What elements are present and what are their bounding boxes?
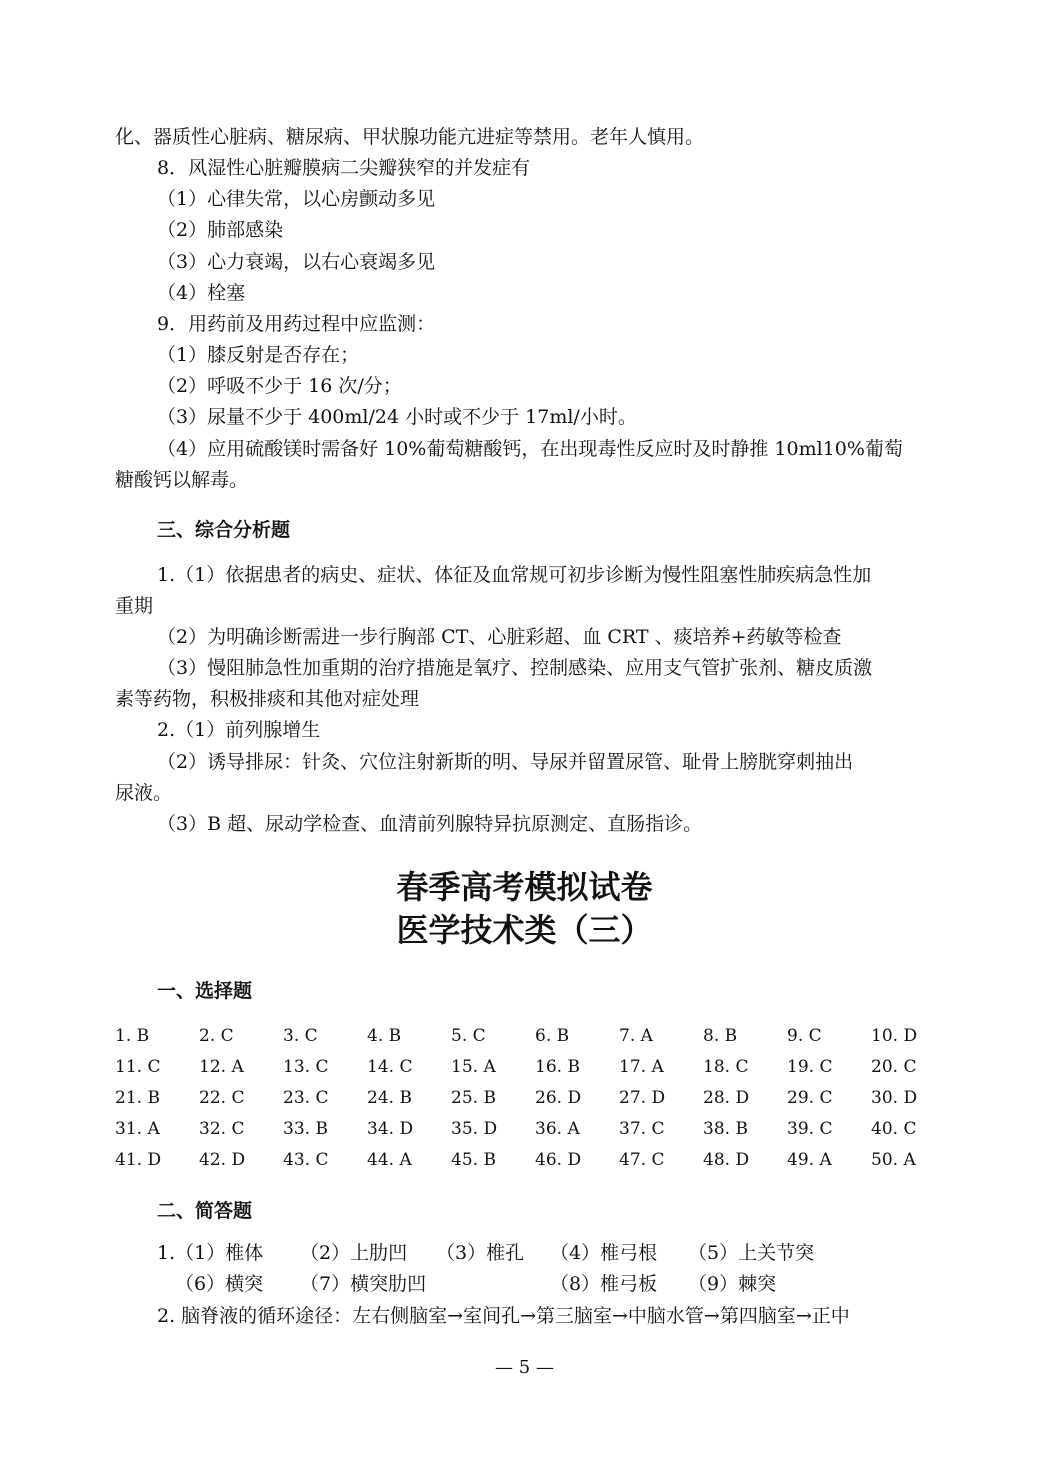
answer-item: （7）横突肋凹 [300,1273,427,1295]
exam-subtitle: 医学技术类（三） [396,911,653,949]
section-heading: 一、选择题 [157,980,253,1002]
text-line: （4）应用硫酸镁时需备好 10%葡萄糖酸钙，在出现毒性反应时及时静推 10ml10%葡萄 [157,438,903,460]
answer-key-item: 11. C [115,1057,161,1077]
answer-key-item: 21. B [115,1088,160,1108]
answer-key-item: 22. C [199,1088,245,1108]
answer-key-item: 4. B [367,1026,402,1046]
answer-item: （2）上肋凹 [300,1242,408,1264]
answer-key-item: 25. B [451,1088,496,1108]
answer-key-item: 39. C [787,1119,833,1139]
answer-key-item: 19. C [787,1057,833,1077]
answer-key-item: 37. C [619,1119,665,1139]
answer-key-item: 38. B [703,1119,748,1139]
text-line: 2.（1）前列腺增生 [157,719,321,741]
text-line: 化、器质性心脏病、糖尿病、甲状腺功能亢进症等禁用。老年人慎用。 [115,126,705,148]
text-line: 素等药物，积极排痰和其他对症处理 [115,688,420,710]
text-line: （2）为明确诊断需进一步行胸部 CT、心脏彩超、血 CRT 、痰培养+药敏等检查 [157,626,842,648]
answer-key-item: 2. C [199,1026,234,1046]
answer-key-item: 20. C [871,1057,917,1077]
answer-key-item: 32. C [199,1119,245,1139]
section-heading: 三、综合分析题 [157,519,291,541]
answer-key-item: 48. D [703,1150,750,1170]
text-line: 2. 脑脊液的循环途径：左右侧脑室→室间孔→第三脑室→中脑水管→第四脑室→正中 [157,1305,850,1327]
answer-key-item: 7. A [619,1026,653,1046]
text-line: 重期 [115,595,154,617]
answer-key-item: 24. B [367,1088,412,1108]
answer-item: （8）椎弓板 [550,1273,658,1295]
answer-key-item: 17. A [619,1057,664,1077]
answer-item: （3）椎孔 [436,1242,525,1264]
text-line: （1）心律失常，以心房颤动多见 [157,188,436,210]
answer-key-item: 14. C [367,1057,413,1077]
answer-key-item: 28. D [703,1088,750,1108]
answer-item: （5）上关节突 [688,1242,815,1264]
answer-key-item: 30. D [871,1088,918,1108]
text-line: 8．风湿性心脏瓣膜病二尖瓣狭窄的并发症有 [157,157,531,179]
answer-key-item: 5. C [451,1026,486,1046]
answer-key-item: 46. D [535,1150,582,1170]
text-line: （3）心力衰竭，以右心衰竭多见 [157,251,436,273]
answer-key-item: 23. C [283,1088,329,1108]
answer-key-item: 34. D [367,1119,414,1139]
answer-key-item: 47. C [619,1150,665,1170]
answer-item: 1.（1）椎体 [157,1242,264,1264]
answer-key-item: 1. B [115,1026,150,1046]
text-line: （3）尿量不少于 400ml/24 小时或不少于 17ml/小时。 [157,406,637,428]
answer-key-item: 29. C [787,1088,833,1108]
page-number: — 5 — [495,1357,554,1378]
answer-key-item: 3. C [283,1026,318,1046]
answer-key-item: 8. B [703,1026,738,1046]
answer-key-item: 40. C [871,1119,917,1139]
answer-key-item: 45. B [451,1150,496,1170]
text-line: （3）慢阻肺急性加重期的治疗措施是氧疗、控制感染、应用支气管扩张剂、糖皮质激 [157,657,873,679]
answer-item: （4）椎弓根 [550,1242,658,1264]
text-line: 尿液。 [115,782,173,804]
text-line: （2）肺部感染 [157,219,284,241]
text-line: 9．用药前及用药过程中应监测： [157,313,436,335]
answer-key-item: 16. B [535,1057,580,1077]
answer-key-item: 36. A [535,1119,580,1139]
exam-title: 春季高考模拟试卷 [396,868,653,906]
answer-key-item: 9. C [787,1026,822,1046]
answer-key-item: 18. C [703,1057,749,1077]
section-heading: 二、简答题 [157,1200,253,1222]
answer-key-item: 31. A [115,1119,160,1139]
answer-key-item: 43. C [283,1150,329,1170]
answer-key-item: 42. D [199,1150,246,1170]
answer-key-item: 27. D [619,1088,666,1108]
answer-key-item: 49. A [787,1150,832,1170]
answer-key-item: 50. A [871,1150,916,1170]
text-line: （3）B 超、尿动学检查、血清前列腺特异抗原测定、直肠指诊。 [157,813,703,835]
text-line: （2）呼吸不少于 16 次/分； [157,375,402,397]
answer-key-item: 6. B [535,1026,570,1046]
text-line: （2）诱导排尿：针灸、穴位注射新斯的明、导尿并留置尿管、耻骨上膀胱穿刺抽出 [157,751,854,773]
answer-key-item: 10. D [871,1026,918,1046]
answer-key-item: 35. D [451,1119,498,1139]
text-line: （1）膝反射是否存在； [157,344,360,366]
answer-key-item: 44. A [367,1150,412,1170]
answer-key-item: 41. D [115,1150,162,1170]
answer-item: （9）棘突 [688,1273,777,1295]
text-line: 糖酸钙以解毒。 [115,469,249,491]
answer-key-item: 13. C [283,1057,329,1077]
answer-item: （6）横突 [175,1273,264,1295]
answer-key-item: 15. A [451,1057,496,1077]
answer-key-item: 26. D [535,1088,582,1108]
text-line: （4）栓塞 [157,282,246,304]
answer-key-item: 33. B [283,1119,328,1139]
answer-key-item: 12. A [199,1057,244,1077]
text-line: 1.（1）依据患者的病史、症状、体征及血常规可初步诊断为慢性阻塞性肺疾病急性加 [157,564,872,586]
